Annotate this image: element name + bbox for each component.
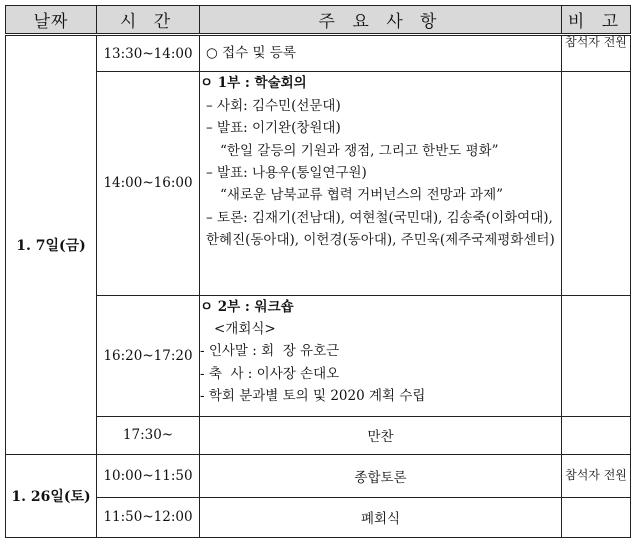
day1-s2-time: 14:00~16:00 [97,72,200,295]
header-row [6,6,631,35]
discussion-text: 종합토론 [200,455,562,497]
table-row [6,497,631,537]
session1-line: – 사회: 김수민(선문대) [206,97,341,114]
table-row [6,455,631,497]
day1-s1-text [200,35,562,72]
session1-line: – 발표: 이기완(창원대) [206,120,341,137]
dinner-text: 만찬 [200,416,562,454]
table-row [6,295,631,416]
session1-agenda [200,72,562,295]
day1-s3-note [562,295,631,416]
day2-date: 1. 26일(토) [6,455,97,538]
header-time: 시 간 [97,6,200,35]
session1-line: – 발표: 나용우(통일연구원) [206,164,367,181]
session1-line: “새로운 남북교류 협력 거버넌스의 전망과 과제” [220,187,504,204]
header-date: 날짜 [6,6,97,35]
day1-s1-note: 참석자 전원 [562,35,631,72]
schedule-table [5,5,631,538]
header-note: 비 고 [562,6,631,35]
registration-text: ○ 접수 및 등록 [206,45,296,62]
session1-title: ㅇ 1부 : 학술회의 [200,75,307,92]
header-agenda: 주 요 사 항 [200,6,562,35]
session2-line: <개회식> [214,320,276,337]
day1-s4-note [562,416,631,454]
day1-s2-note [562,72,631,295]
day2-s1-time: 10:00~11:50 [97,455,200,497]
closing-text: 폐회식 [200,497,562,537]
day1-s1-time: 13:30~14:00 [97,35,200,72]
day2-s2-note [562,497,631,537]
table-row [6,416,631,454]
table-row [6,72,631,295]
session2-line: - 인사말 : 회 장 유호근 [200,343,340,360]
session2-line: - 축 사 : 이사장 손대오 [200,365,340,382]
day2-s2-time: 11:50~12:00 [97,497,200,537]
day1-s4-time: 17:30~ [97,416,200,454]
table-row [6,35,631,72]
session1-line: – 토론: 김재기(전남대), 여현철(국민대), 김송죽(이화여대), 한혜진(동아대), 이헌경(동아대), 주민욱(제주국제평화센터) [206,209,555,249]
session2-agenda [200,295,562,416]
day1-date: 1. 7일(금) [6,35,97,455]
session2-line: - 학회 분과별 토의 및 2020 계획 수립 [200,388,426,405]
session1-line: “한일 갈등의 기원과 쟁점, 그리고 한반도 평화” [220,142,499,159]
session2-title: ㅇ 2부 : 워크숍 [200,298,294,315]
day1-s3-time: 16:20~17:20 [97,295,200,416]
day2-s1-note: 참석자 전원 [562,455,631,497]
